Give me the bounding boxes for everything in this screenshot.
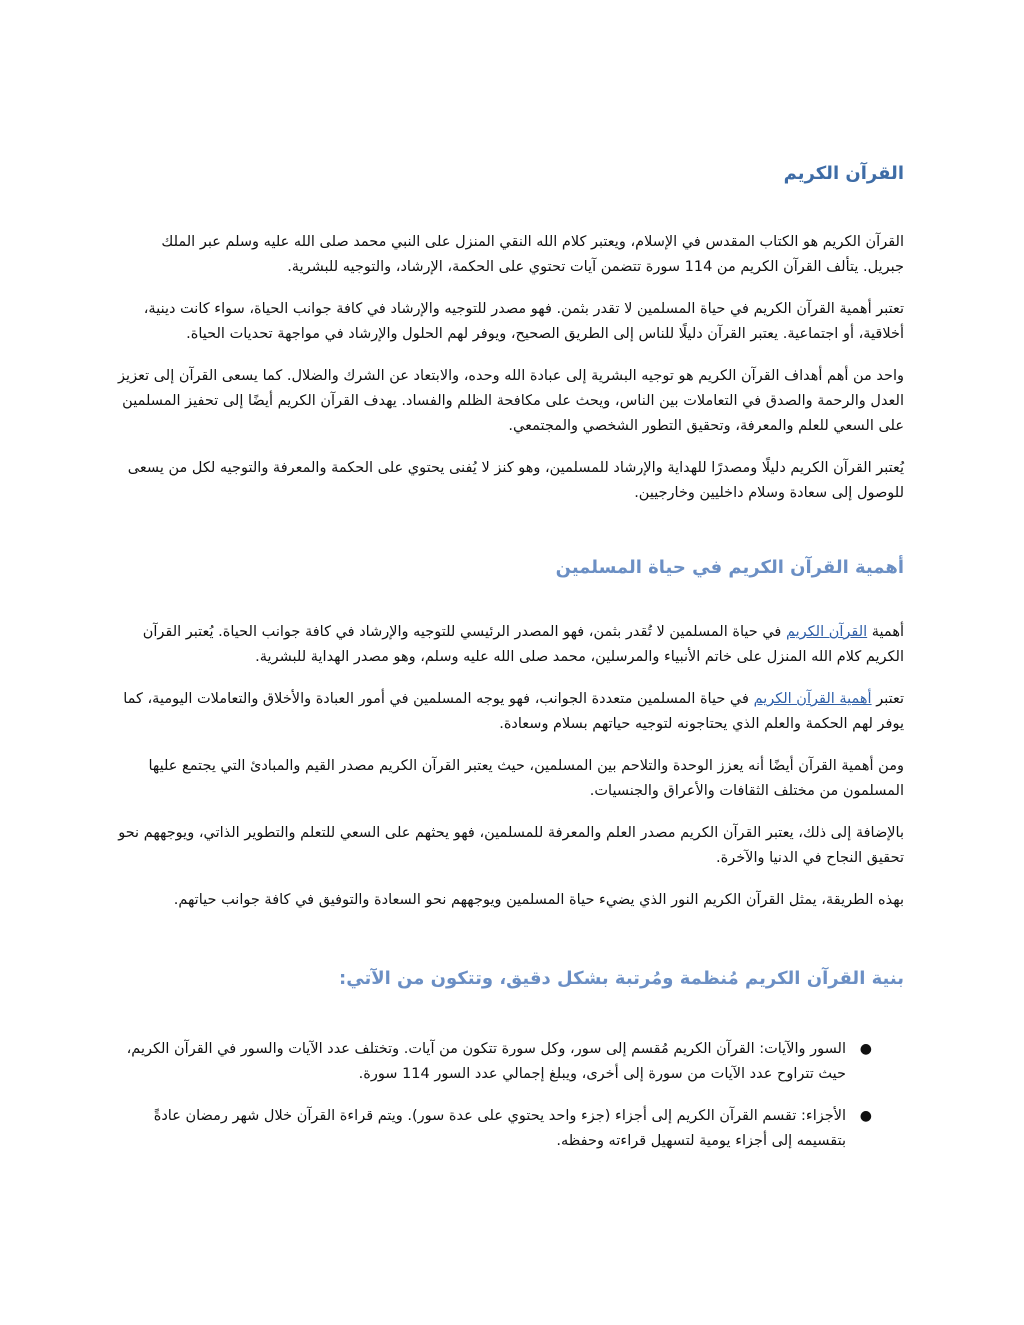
paragraph-importance: تعتبر أهمية القرآن الكريم في حياة المسلمين لا تقدر بثمن. فهو مصدر للتوجيه والإرشاد في كافة جوانب الحياة، سواء كانت دينية، أخلاقية، أو اجتماعية. يعتبر القرآن دليلًا للناس إلى الطريق الصحيح، ويوفر لهم الحلول والإرشاد في مواجهة تحديات الحياة. — [143, 301, 904, 342]
paragraph-light: بهذه الطريقة، يمثل القرآن الكريم النور الذي يضيء حياة المسلمين ويوجههم نحو السعادة والتوفيق في كافة جوانب حياتهم. — [173, 892, 904, 908]
list-item — [118, 1104, 872, 1154]
section-title-quran: القرآن الكريم — [783, 163, 904, 184]
list-item — [118, 1037, 872, 1087]
paragraph-guide: يُعتبر القرآن الكريم دليلًا ومصدرًا للهداية والإرشاد للمسلمين، وهو كنز لا يُفنى يحتوي على الحكمة والمعرفة والتوجيه لكل من يسعى للوصول إلى سعادة وسلام داخليين وخارجيين. — [127, 460, 904, 501]
bullet-icon: ● — [859, 1041, 872, 1057]
paragraph-importance-aspects — [118, 687, 904, 737]
section-title-importance: أهمية القرآن الكريم في حياة المسلمين — [555, 557, 904, 578]
list-item-text: السور والآيات: القرآن الكريم مُقسم إلى سور، وكل سورة تتكون من آيات. وتختلف عدد الآيات والسور في القرآن الكريم، حيث تتراوح عدد الآيات من سورة إلى أخرى، ويبلغ إجمالي عدد السور 114 سورة. — [126, 1041, 846, 1082]
paragraph-importance-main — [118, 620, 904, 670]
list-item-text: الأجزاء: تقسم القرآن الكريم إلى أجزاء (جزء واحد يحتوي على عدة سور). ويتم قراءة القرآن خلال شهر رمضان عادةً بتقسيمه إلى أجزاء يومية لتسهيل قراءته وحفظه. — [153, 1108, 846, 1149]
paragraph-text: أهمية — [867, 624, 904, 640]
paragraph-goals: واحد من أهم أهداف القرآن الكريم هو توجيه البشرية إلى عبادة الله وحده، والابتعاد عن الشرك والضلال. كما يسعى القرآن إلى تعزيز العدل والرحمة والصدق في التعاملات بين الناس، ويحث على مكافحة الظلم والفساد. يهدف القرآن الكريم أيضًا إلى تحفيز المسلمين على السعي للعلم والمعرفة، وتحقيق التطور الشخصي والمجتمعي. — [118, 368, 904, 434]
section-title-structure: بنية القرآن الكريم مُنظمة ومُرتبة بشكل دقيق، وتتكون من الآتي: — [339, 968, 904, 989]
bullet-icon: ● — [859, 1108, 872, 1124]
quran-link[interactable]: القرآن الكريم — [785, 624, 868, 640]
paragraph-knowledge: بالإضافة إلى ذلك، يعتبر القرآن الكريم مصدر العلم والمعرفة للمسلمين، فهو يحثهم على السعي للتعلم والتطوير الذاتي، ويوجههم نحو تحقيق النجاح في الدنيا والآخرة. — [118, 825, 904, 866]
paragraph-text: في حياة المسلمين لا تُقدر بثمن، فهو المصدر الرئيسي للتوجيه والإرشاد في كافة جوانب الحياة. يُعتبر القرآن الكريم كلام الله المنزل على خاتم الأنبياء والمرسلين، محمد صلى الله عليه وسلم، وهو مصدر الهداية للبشرية. — [142, 624, 904, 665]
paragraph-unity: ومن أهمية القرآن أيضًا أنه يعزز الوحدة والتلاحم بين المسلمين، حيث يعتبر القرآن الكريم مصدر القيم والمبادئ التي يجتمع عليها المسلمون من مختلف الثقافات والأعراق والجنسيات. — [148, 758, 904, 799]
paragraph-text: تعتبر — [871, 691, 904, 707]
quran-importance-link[interactable]: أهمية القرآن الكريم — [753, 691, 872, 707]
structure-list — [118, 1037, 904, 1154]
paragraph-intro: القرآن الكريم هو الكتاب المقدس في الإسلام، ويعتبر كلام الله النقي المنزل على النبي محمد صلى الله عليه وسلم عبر الملك جبريل. يتألف القرآن الكريم من 114 سورة تتضمن آيات تحتوي على الحكمة، الإرشاد، والتوجيه للبشرية. — [161, 234, 904, 275]
paragraph-text: في حياة المسلمين متعددة الجوانب، فهو يوجه المسلمين في أمور العبادة والأخلاق والتعاملات اليومية، كما يوفر لهم الحكمة والعلم الذي يحتاجونه لتوجيه حياتهم بسلام وسعادة. — [123, 691, 904, 732]
